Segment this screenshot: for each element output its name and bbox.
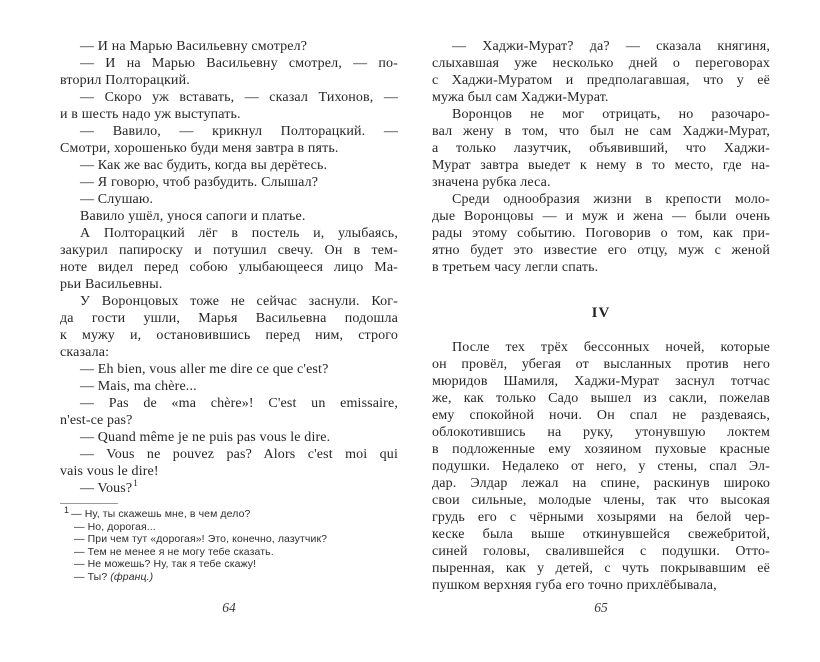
text-line: — И на Марью Васильевну смотрел, — по- [80, 56, 398, 71]
text-line: мужа был сам Хаджи-Мурат. [432, 90, 609, 105]
text-line: закурил папироску и потушил свечу. Он в тем- [60, 243, 398, 258]
text-line: ноте видел перед собою улыбающееся лицо Ма- [60, 260, 398, 275]
paragraph [60, 480, 398, 497]
paragraph [60, 225, 398, 293]
text-line: рьи Васильевны. [60, 277, 163, 292]
text-line: Вавило ушёл, унося сапоги и платье. [80, 209, 306, 224]
text-line: — Слушаю. [80, 192, 154, 207]
text-line: кеске была выше откинувшейся свежебритой, [432, 527, 770, 542]
text-line: дые Воронцовы — и муж и жена — были очень [432, 209, 770, 224]
text-line: сказала: [60, 345, 110, 360]
footnote-lines [60, 504, 398, 571]
footnote-last-text: — Ты? [74, 570, 111, 583]
paragraph [60, 361, 398, 378]
paragraph [432, 191, 770, 276]
paragraph [60, 123, 398, 157]
text-line: У Воронцовых тоже не сейчас заснули. Ког- [80, 294, 398, 309]
paragraph [60, 429, 398, 446]
page-number-right: 65 [594, 600, 608, 615]
paragraph [60, 157, 398, 174]
paragraph [60, 446, 398, 480]
text-line: — Eh bien, vous aller me dire ce que c'est? [80, 362, 329, 377]
paragraph [60, 55, 398, 89]
text-line: пушком верхняя губа его точно прихлёбывала, [432, 578, 717, 593]
text-line: — Quand même je ne puis pas vous le dire. [80, 430, 331, 445]
paragraph [60, 293, 398, 361]
text-line: мюридов Шамиля, Хаджи-Мурат заснул тотчас [432, 374, 770, 389]
text-line: — Хаджи-Мурат? да? — сказала княгиня, [452, 39, 770, 54]
text-line: А Полторацкий лёг в постель и, улыбаясь, [80, 226, 398, 241]
text-line: — Mais, ma chère... [80, 379, 197, 394]
text-line: вал жену в том, что был не сам Хаджи-Мурат, [432, 124, 770, 139]
paragraph [60, 191, 398, 208]
text-line: в подложенные ему хозяином пуховые красные [432, 442, 770, 457]
text-line: свои сильные, молодые члены, так что высокая [432, 493, 770, 508]
footnote [60, 503, 398, 584]
paragraph [60, 38, 398, 55]
paragraph [432, 339, 770, 594]
text-line: значена рубка леса. [432, 175, 551, 190]
page-left [60, 38, 398, 584]
text-line: После тех трёх бессонных ночей, которые [452, 340, 770, 355]
text-line: — И на Марью Васильевну смотрел? [80, 39, 308, 54]
footnote-language-note: (франц.) [110, 570, 154, 583]
paragraph [432, 38, 770, 106]
text-line: пыренная, как у детей, с чуть покрывавшим её [432, 561, 770, 576]
text-line: vais vous le dire! [60, 464, 159, 479]
page-number-left: 64 [222, 600, 236, 615]
text-line: слыхавшая уже несколько дней о переговорах [432, 56, 770, 71]
text-line: вторил Полторацкий. [60, 73, 190, 88]
text-line: — Скоро уж вставать, — сказал Тихонов, — [80, 90, 398, 105]
paragraph [60, 208, 398, 225]
footnote-line: — Но, дорогая... [74, 520, 156, 533]
text-line: рады этому событию. Поговорив о том, как при- [432, 226, 770, 241]
text-line: в третьем часу легли спать. [432, 260, 599, 275]
page-right-text-bottom [432, 339, 770, 594]
footnote-line: — Тем не менее я не могу тебе сказать. [74, 545, 274, 558]
paragraph [432, 106, 770, 191]
page-right-text-top [432, 38, 770, 276]
paragraph [60, 395, 398, 429]
text-line: — Pas de «ma chère»! C'est un emissaire, [80, 396, 398, 411]
paragraph [60, 174, 398, 191]
text-line: Мурат завтра выедет к нему в то место, где на- [432, 158, 770, 173]
page-left-text [60, 38, 398, 497]
page-right [432, 38, 770, 594]
text-line: да гости ушли, Марья Васильевна подошла [60, 311, 398, 326]
text-line: и в шесть надо уж выступать. [60, 107, 241, 122]
paragraph [60, 378, 398, 395]
text-line: ятно будет это известие его отцу, муж с женой [432, 243, 770, 258]
text-line: — Как же вас будить, когда вы дерётесь. [80, 158, 328, 173]
text-line: грудь его с чёрными хозырями на белой чер- [432, 510, 770, 525]
footnote-line: — При чем тут «дорогая»! Это, конечно, лазутчик? [74, 533, 328, 546]
footnote-line: — Не можешь? Ну, так я тебе скажу! [74, 558, 257, 571]
chapter-heading: IV [591, 305, 611, 321]
text-line: синей головы, свалившейся с подушки. Отто- [432, 544, 770, 559]
footnote-ref: 1 [133, 478, 138, 489]
text-line: подушки. Недалеко от него, у стены, спал Эл- [432, 459, 770, 474]
text-line: Смотри, хорошенько буди меня завтра в пять. [60, 141, 339, 156]
paragraph [60, 89, 398, 123]
text-line: — Я говорю, чтоб разбудить. Слышал? [80, 175, 319, 190]
text-line: к мужу и, остановившись перед ним, строго [60, 328, 398, 343]
text-line: — Вавило, — крикнул Полторацкий. — [80, 124, 398, 139]
text-line: с Хаджи-Муратом и предполагавшая, что у её [432, 73, 770, 88]
text-line: дар. Элдар лежал на спине, раскинув широко [432, 476, 770, 491]
text-line: а только лазутчик, объявивший, что Хаджи- [432, 141, 770, 156]
text-line: облокотившись на руку, утонувшую локтем [432, 425, 770, 440]
text-line: Воронцов не мог отрицать, но разочаро- [452, 107, 770, 122]
footnote-last-line [60, 571, 398, 584]
text-line: — Vous ne pouvez pas? Alors c'est moi qui [80, 447, 398, 462]
footnote-line: $^1$ — Ну, ты скажешь мне, в чем дело? [64, 504, 251, 520]
text-line: ему спокойной ночи. Он спал не раздеваясь, [432, 408, 770, 423]
text-line: n'est-ce pas? [60, 413, 133, 428]
text-line: Среди однообразия жизни в крепости моло- [452, 192, 770, 207]
text-line: же, как только Садо вышел из сакли, пожелав [432, 391, 770, 406]
footnote-separator [60, 503, 118, 504]
text-line: — Vous?$^1$ [80, 478, 138, 496]
text-line: он провёл, убегая от высланных против него [432, 357, 770, 372]
footnote-marker: 1 [64, 504, 70, 515]
